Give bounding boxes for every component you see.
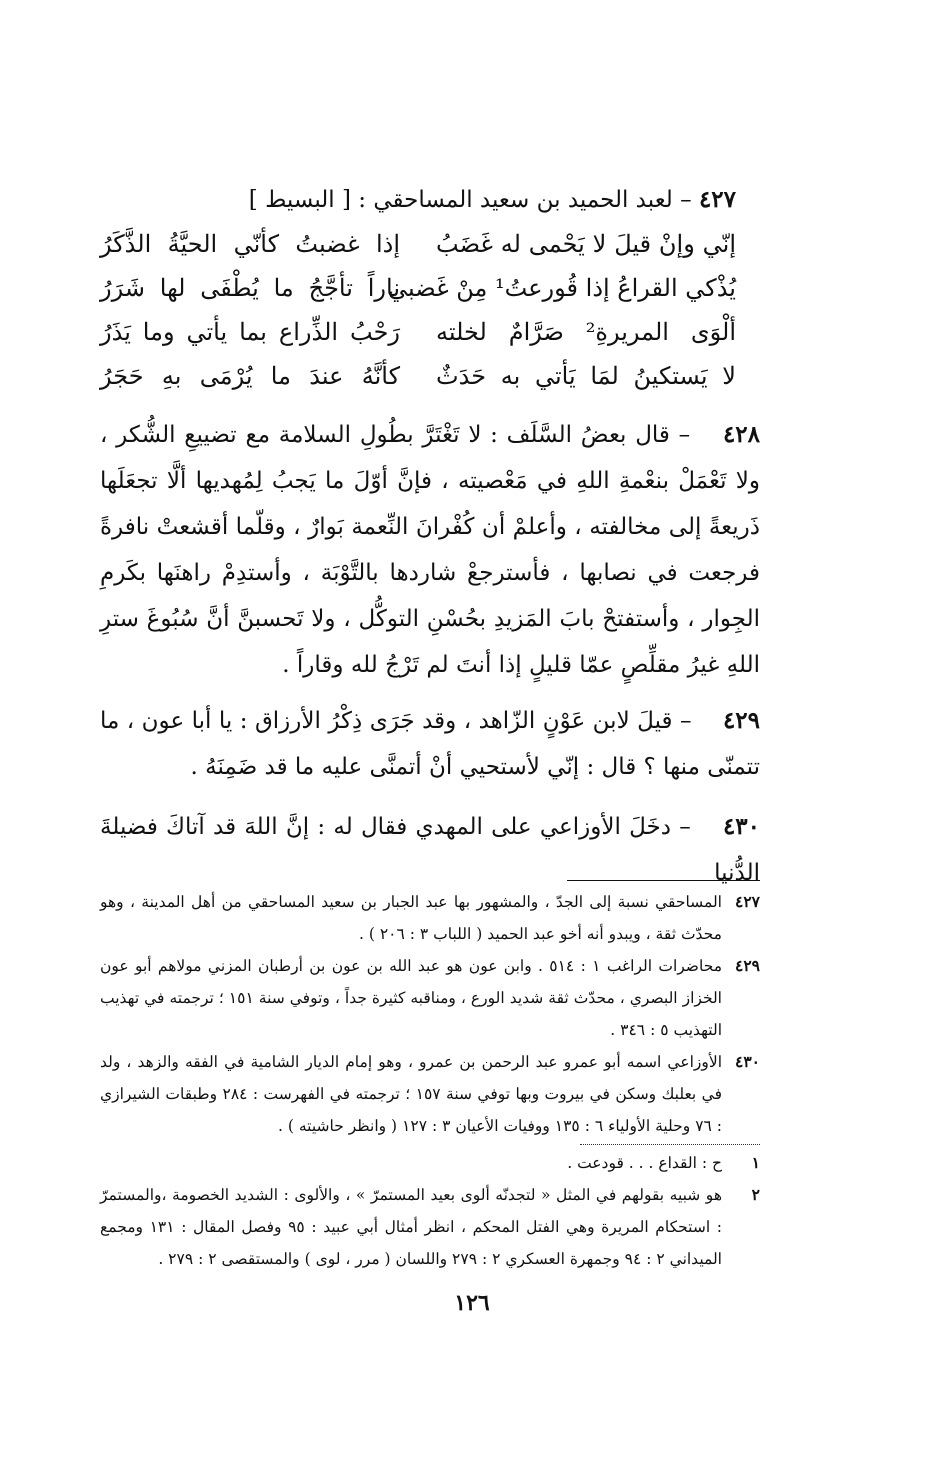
verse-second-hemistich: ناراً تأجَّجُ ما يُطْفَى لها شَرَرُ bbox=[100, 274, 400, 302]
entry-number: ٤٢٨ bbox=[722, 421, 761, 448]
entry-number: ٤٣٠ bbox=[722, 813, 760, 840]
verse-second-hemistich: رَحْبُ الذِّراع بما يأتي وما يَذَرُ bbox=[100, 318, 400, 346]
dotted-separator bbox=[580, 1144, 760, 1145]
verse-first-hemistich: ألْوَى المريرةِ² صَرَّامٌ لخلته bbox=[436, 318, 737, 346]
verse-line bbox=[100, 354, 760, 398]
entry-428-paragraph bbox=[100, 412, 760, 688]
note-number: ٤٢٧ bbox=[735, 892, 760, 911]
verse-first-hemistich: إنّي وإنْ قيلَ لا يَحْمى له غَضَبُ bbox=[436, 230, 736, 258]
entry-number: ٤٢٩ bbox=[722, 707, 761, 734]
footnote-text: ح : القداع . . . قودعت . bbox=[567, 1154, 722, 1172]
note-number: ٤٣٠ bbox=[735, 1052, 760, 1071]
note-item bbox=[100, 950, 760, 1046]
verse-line bbox=[100, 310, 760, 354]
entry-427-heading bbox=[100, 178, 736, 222]
entry-number: ٤٢٧ bbox=[698, 186, 736, 213]
note-text: الأوزاعي اسمه أبو عمرو عبد الرحمن بن عمرو ، وهو إمام الديار الشامية في الفقه والزهد ، ولد في بعلبك وسكن في بيروت وبها توفي سنة ١٥٧ ؛ ترجمته في الفهرست : ٢٨٤ وطبقات الشيرازي : ٧٦ وحلية الأولياء ٦ : ١٣٥ ووفيات الأعيان ٣ : ١٢٧ ( وانظر حاشيته ) . bbox=[100, 1053, 722, 1135]
note-number: ٤٢٩ bbox=[735, 956, 760, 975]
entry-text: – قيلَ لابن عَوْنٍ الزّاهد ، وقد جَرَى ذِكْرُ الأرزاق : يا أبا عون ، ما تتمنّى منها ؟ قال : إنّي لأستحيي أنْ أتمنَّى عليه ما قد ضَمِنَهُ . bbox=[100, 708, 760, 780]
page-number: ١٢٦ bbox=[454, 1290, 490, 1316]
entry-heading-text: – لعبد الحميد بن سعيد المساحقي : [ البسيط ] bbox=[248, 187, 692, 213]
entry-text: – دخَلَ الأوزاعي على المهدي فقال له : إنَّ اللهَ قد آتاكَ فضيلةَ الدُّنيا bbox=[100, 814, 760, 886]
note-text: المساحقي نسبة إلى الجدّ ، والمشهور بها عبد الجبار بن سعيد المساحقي من أهل المدينة ، وهو محدّث ثقة ، ويبدو أنه أخو عبد الحميد ( اللباب ٣ : ٢٠٦ ) . bbox=[100, 893, 722, 943]
note-text: محاضرات الراغب ١ : ٥١٤ . وابن عون هو عبد الله بن عون بن أرطبان المزني مولاهم أبو عون الخزاز البصري ، محدّث ثقة شديد الورع ، ومناقبه كثيرة جداً ، وتوفي سنة ١٥١ ؛ ترجمته في تهذيب التهذيب ٥ : ٣٤٦ . bbox=[100, 957, 723, 1039]
verse-line bbox=[100, 266, 760, 310]
entry-429-paragraph bbox=[100, 698, 760, 790]
verse-first-hemistich: يُذْكي القراعُ إذا قُورعتُ¹ مِنْ غَضبي bbox=[388, 274, 736, 302]
footnote-item bbox=[100, 1147, 760, 1179]
footnote-item bbox=[100, 1179, 760, 1275]
verse-first-hemistich: لا يَستكينُ لمَا يَأتي به حَدَثٌ bbox=[436, 362, 736, 390]
main-text bbox=[100, 178, 760, 896]
verse-second-hemistich: كأنَّهُ عندَ ما يُرْمَى بهِ حَجَرُ bbox=[100, 362, 400, 390]
note-item bbox=[100, 1046, 760, 1142]
verse-line bbox=[100, 222, 760, 266]
footnote-number: ١ bbox=[751, 1153, 760, 1172]
entry-430-paragraph bbox=[100, 804, 760, 896]
footnote-text: هو شبيه بقولهم في المثل « لتجدنّه ألوى بعيد المستمرّ » ، والألوى : الشديد الخصومة ،والمستمرّ : استحكام المريرة وهي الفتل المحكم ، انظر أمثال أبي عبيد : ٩٥ وفصل المقال : ١٣١ ومجمع الميداني ٢ : ٩٤ وجمهرة العسكري ٢ : ٢٧٩ واللسان ( مرر ، لوى ) والمستقصى ٢ : ٢٧٩ . bbox=[100, 1186, 722, 1268]
notes-section bbox=[100, 886, 760, 1275]
verse-second-hemistich: إذا غضبتُ كأنّي الحيَّةُ الذَّكَرُ bbox=[100, 230, 400, 258]
footnote-separator bbox=[567, 880, 760, 881]
note-item bbox=[100, 886, 760, 950]
footnote-number: ٢ bbox=[751, 1185, 760, 1204]
entry-text: – قال بعضُ السَّلَف : لا تَغْتَرَّ بطُولِ السلامة مع تضييعِ الشُّكر ، ولا تَعْمَلْ بنعْمةِ اللهِ في مَعْصيته ، فإنَّ أوّلَ ما يَجبُ لِمُهديها ألَّا تجعَلَها ذَريعةً إلى مخالفته ، وأعلمْ أن كُفْرانَ النِّعمة بَوارٌ ، وقلّما أقشعتْ نافرةً فرجعت في نصابها ، فأسترجعْ شاردها بالتَّوْبَة ، وأستدِمْ راهنَها بكَرمِ الجِوار ، وأستفتحْ بابَ المَزيدِ بحُسْنِ التوكُّل ، ولا تَحسبنَّ أنَّ سُبُوغَ سترِ اللهِ غيرُ مقلِّصٍ عمّا قليلٍ إذا أنتَ لم تَرْجُ لله وقاراً . bbox=[100, 422, 760, 678]
